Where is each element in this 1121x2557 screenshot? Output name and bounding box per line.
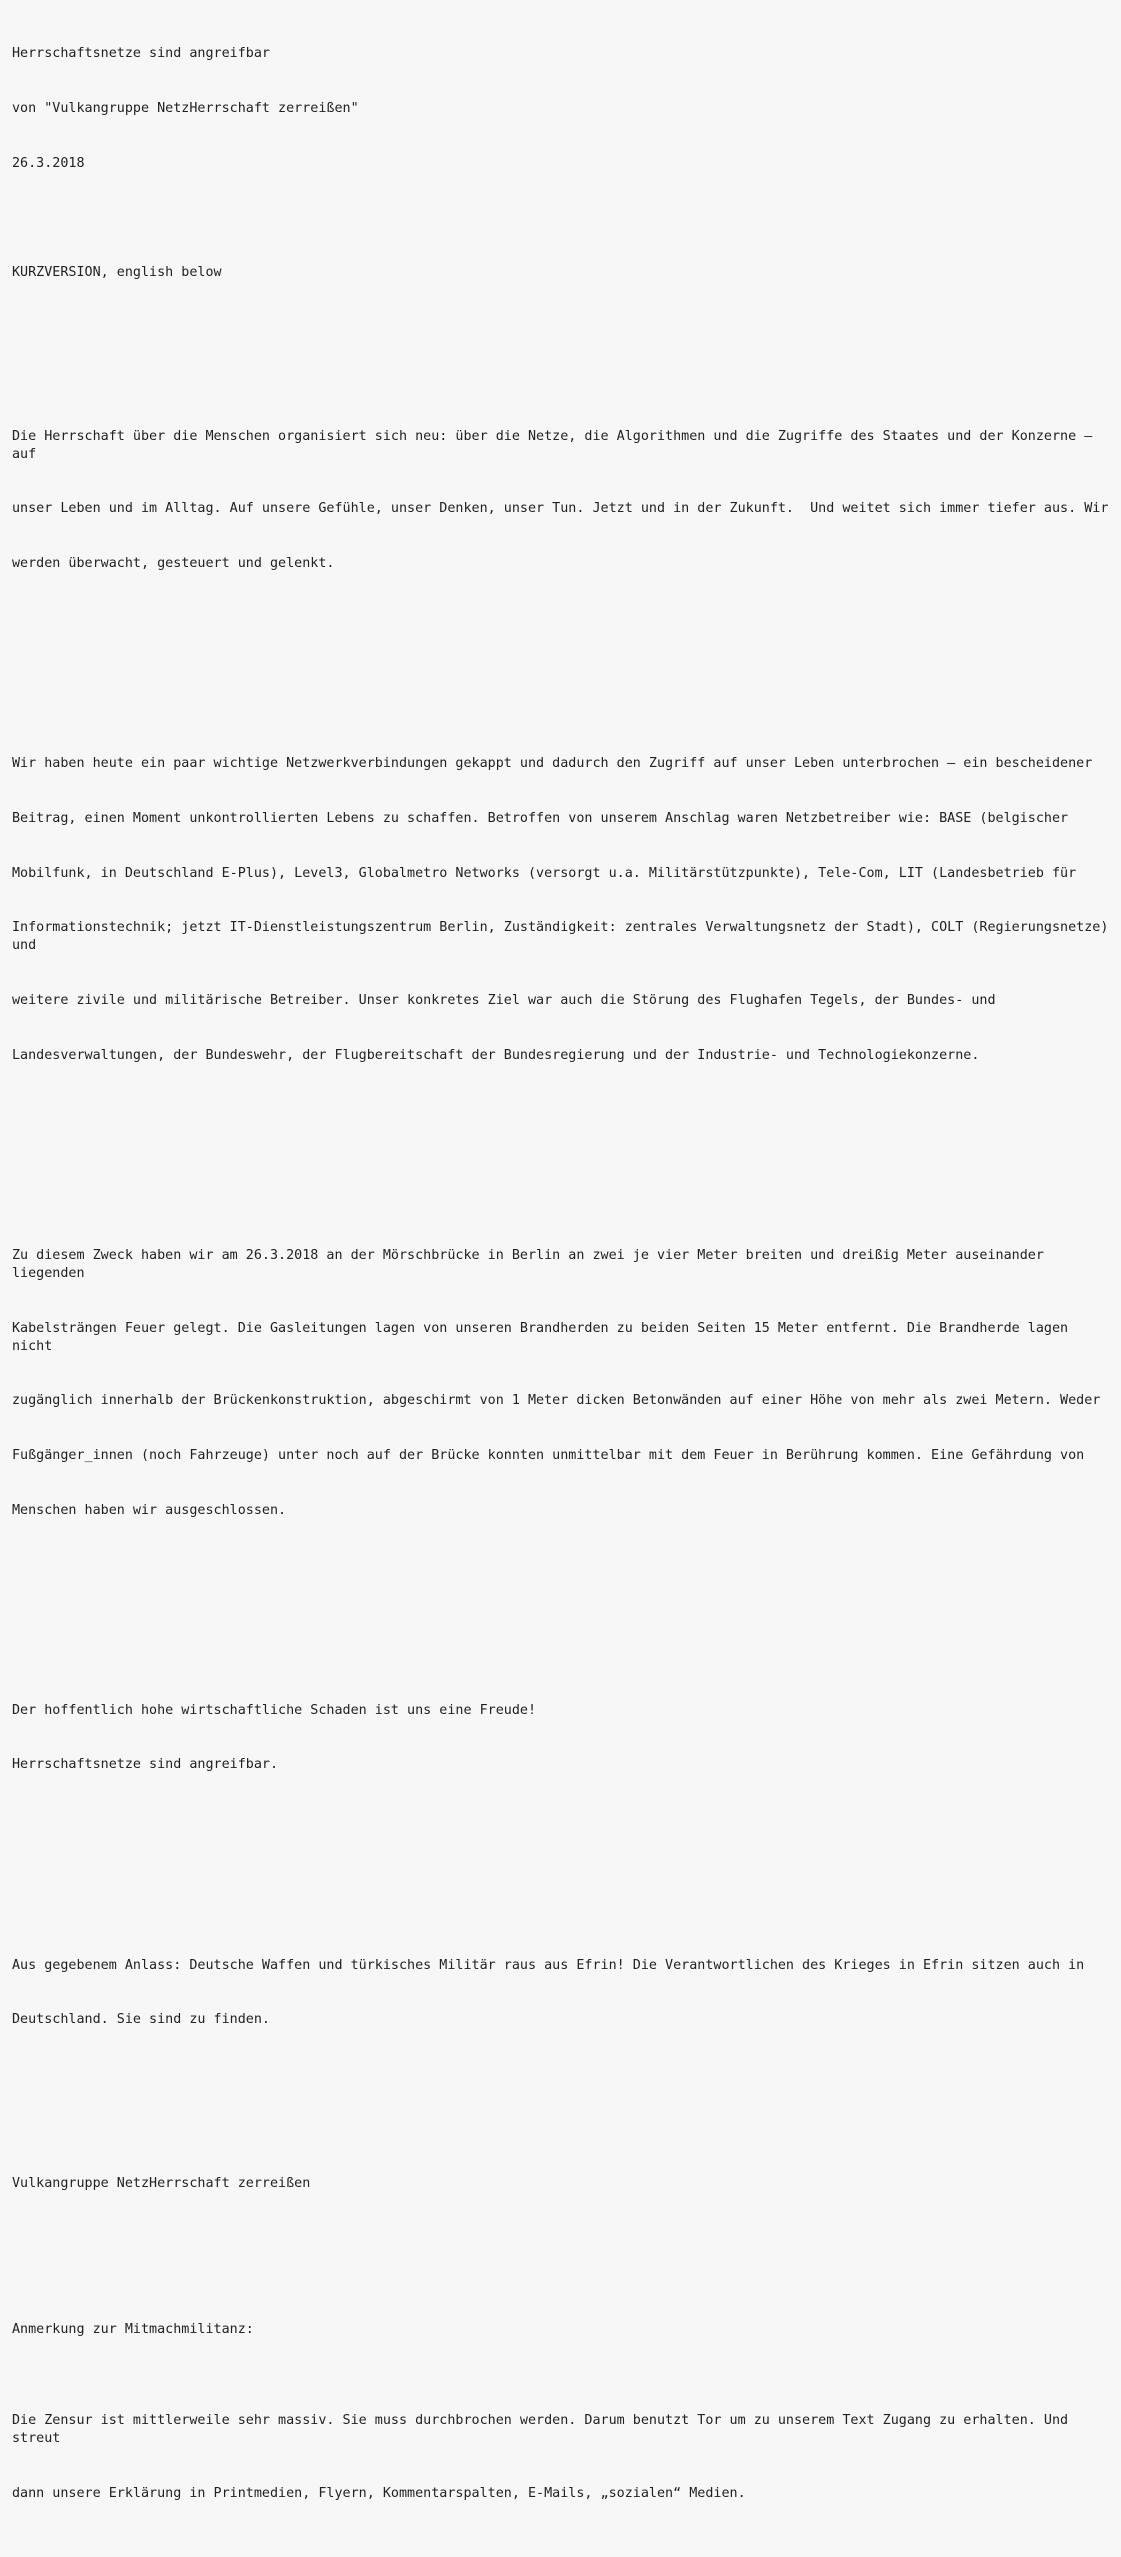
paragraph-line: Informationstechnik; jetzt IT-Dienstleistungszentrum Berlin, Zuständigkeit: zentrales Verwaltungsnetz der Stadt), COLT (Regierungsnetze) und [12,920,1117,954]
paragraph-line: Beitrag, einen Moment unkontrollierten Lebens zu schaffen. Betroffen von unserem Anschlag waren Netzbetreiber wie: BASE (belgischer [12,810,1069,826]
paragraph-line: Menschen haben wir ausgeschlossen. [12,1502,287,1518]
paragraph-line: Der hoffentlich hohe wirtschaftliche Schaden ist uns eine Freude! [12,1702,537,1718]
note-paragraph [12,2375,1109,2539]
paragraph-line: weitere zivile und militärische Betreiber. Unser konkretes Ziel war auch die Störung des Flughafen Tegels, der Bundes- und [12,992,996,1008]
paragraph-line: unser Leben und im Alltag. Auf unsere Gefühle, unser Denken, unser Tun. Jetzt und in der Zukunft. Und weitet sich immer tiefer aus. Wir [12,501,1109,517]
summary-heading: KURZVERSION, english below [12,264,222,280]
paragraph-4 [12,1665,1109,1811]
paragraph-line: Kabelsträngen Feuer gelegt. Die Gasleitungen lagen von unseren Brandherden zu beiden Seiten 15 Meter entfernt. Die Brandherde lagen nicht [12,1320,1077,1354]
signature: Vulkangruppe NetzHerrschaft zerreißen [12,2176,311,2192]
document-date: 26.3.2018 [12,155,85,171]
note-heading: Anmerkung zur Mitmachmilitanz: [12,2321,254,2337]
paragraph-line: dann unsere Erklärung in Printmedien, Flyern, Kommentarspalten, E-Mails, „sozialen“ Medien. [12,2485,746,2501]
paragraph-2 [12,719,1117,1101]
paragraph-line: Zu diesem Zweck haben wir am 26.3.2018 an der Mörschbrücke in Berlin an zwei je vier Meter breiten und dreißig Meter auseinander liegenden [12,1247,1052,1281]
paragraph-5 [12,1920,1109,2066]
paragraph-line: Landesverwaltungen, der Bundeswehr, der Flugbereitschaft der Bundesregierung und der Industrie- und Technologiekonzerne. [12,1047,980,1063]
document-byline: von "Vulkangruppe NetzHerrschaft zerreißen" [12,101,359,117]
paragraph-line: Deutschland. Sie sind zu finden. [12,2012,270,2028]
document-title: Herrschaftsnetze sind angreifbar [12,46,270,62]
paragraph-3 [12,1210,1109,1556]
paragraph-line: Wir haben heute ein paar wichtige Netzwerkverbindungen gekappt und dadurch den Zugriff auf unser Leben unterbrochen – ein bescheidener [12,756,1093,772]
paragraph-line: Aus gegebenem Anlass: Deutsche Waffen und türkisches Militär raus aus Efrin! Die Verantwortlichen des Krieges in Efrin sitzen auch in [12,1957,1085,1973]
paragraph-line: Mobilfunk, in Deutschland E-Plus), Level3, Globalmetro Networks (versorgt u.a. Militärstützpunkte), Tele-Com, LIT (Landesbetrieb für [12,865,1077,881]
paragraph-line: zugänglich innerhalb der Brückenkonstruktion, abgeschirmt von 1 Meter dicken Betonwänden auf einer Höhe von mehr als zwei Metern. Weder [12,1393,1101,1409]
paragraph-line: Herrschaftsnetze sind angreifbar. [12,1757,279,1773]
paragraph-1 [12,391,1109,609]
paragraph-line: Fußgänger_innen (noch Fahrzeuge) unter noch auf der Brücke konnten unmittelbar mit dem Feuer in Berührung kommen. Eine Gefährdung von [12,1447,1085,1463]
paragraph-line: Die Zensur ist mittlerweile sehr massiv. Sie muss durchbrochen werden. Darum benutzt Tor um zu unserem Text Zugang zu erhalten. Und streut [12,2412,1077,2446]
paragraph-line: werden überwacht, gesteuert und gelenkt. [12,556,335,572]
paragraph-line: Die Herrschaft über die Menschen organisiert sich neu: über die Netze, die Algorithmen und die Zugriffe des Staates und der Konzerne – auf [12,428,1101,462]
